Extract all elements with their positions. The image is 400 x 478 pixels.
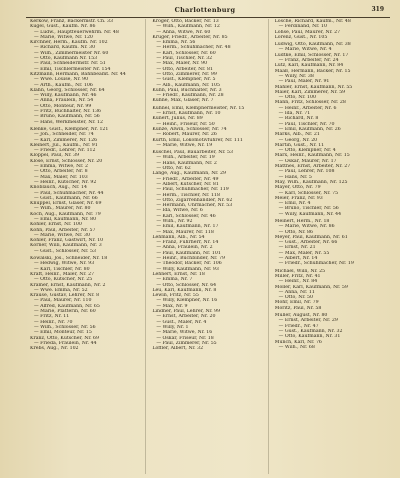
directory-entry: — Willy, Kaufmann, Nr. 93 [156,266,219,272]
directory-entry: Krämer, Ernst, Kaufmann, Nr. 2 [30,282,106,288]
directory-entry: Löffler, Albert, Nr. 32 [152,346,204,352]
directory-entry: — Ida, Witwe, Nr. 6 [156,208,203,214]
directory-entry: — Otto, Kutscher, Nr. 25 [34,277,93,283]
directory-entry: Kowalski, Jos., Schneider, Nr. 18 [30,256,108,262]
directory-entry: — Willy, Nr. 38 [278,73,314,79]
directory-entry: — Otto, Arbeiter, Nr. 8 [34,169,88,175]
directory-entry: — Otto, Klempner, Nr. 4 [278,148,336,154]
directory-entry: Klähn, Georg, Schlosser, Nr. 64 [30,87,105,93]
directory-entry: Lewin, Fritz, Nr. 55 [152,293,199,299]
directory-entry: Lösche, Richard, Kaufm., Nr. 48 [274,19,351,24]
directory-entry: — Theodor, Bäcker, Nr. 106 [156,261,222,267]
directory-entry: — Paul, Maler, Nr. 91 [278,79,330,85]
directory-entry: — Otto, Nr. 86 [278,229,314,235]
directory-entry: — Paul, Tischler, Nr. 70 [278,121,335,127]
directory-entry: Kurth, Emil, Lokomotivführer, Nr. 111 [152,137,243,143]
directory-entry: — Marie, Witwe, Nr. 19 [156,142,213,148]
directory-entry: Leu, Karl, Kaufmann, Nr. 8 [152,287,217,293]
page-number: 319 [371,6,384,13]
directory-entry: — Marie, Witwe, Nr. 86 [278,224,335,230]
directory-entry: Matthes, Ernst, Arbeiter, Nr. 27 [274,164,351,170]
directory-entry: Mann, Fritz, Schlosser, Nr. 28 [274,100,346,106]
directory-entry: Lorenz, Gust., Nr. 105 [274,34,328,40]
directory-entry: — Otto, Schlosser, Nr. 64 [156,282,217,288]
directory-entry: — Paul, Maurer, Nr. 110 [34,298,92,304]
directory-entry: — Richard, Kaufm. Nr. 30 [34,45,96,51]
directory-entry: — Ida, Nr. 71 [278,111,311,117]
directory-entry: — Marie, Witwe, Nr. 30 [34,232,90,238]
directory-entry: — Wilh., Kaufmann, Nr. 12 [156,24,220,30]
directory-entry: Klenke, Gust., Klempner, Nr. 121 [30,126,109,132]
directory-entry: — Max, Maurer, Nr. 118 [156,229,214,235]
directory-entry: — Wilh., Arbeiter, Nr. 19 [156,155,215,161]
directory-entry: — Wilh., Zimmermeister Nr. 60 [34,50,109,56]
directory-entry: Lehmann, Alb., Nr. 54 [152,234,205,240]
directory-entry: — Heinr., Arbeiter, Nr. 6 [278,105,337,111]
directory-entry: — Karl, Schlosser, Nr. 60 [156,50,216,56]
directory-entry: Kraft, Heinr., Maler, Nr. 27 [30,271,95,277]
directory-entry: Miller, Fritz, Nr. 41 [274,273,321,279]
directory-entry: — Paul, Kaufmann, Nr. 101 [156,250,221,256]
directory-entry: Köhler, Franz, Gastwirt, Nr. 10 [30,238,104,244]
directory-entry: — Arth., Kaufm., Nr. 106 [34,82,93,88]
directory-entry: — Ernst, Arbeiter, Nr. 29 [278,318,338,324]
directory-entry: — Hedwig, Witwe, Nr. 93 [34,261,95,267]
directory-entry: Kunze, Alwin, Schlosser, Nr. 74 [152,126,227,132]
directory-entry: — Herm., Schuhmacher, Nr. 48 [156,45,231,51]
directory-entry: — Max, Maler, Nr. 90 [156,61,208,67]
directory-entry: — Ernst, Nr. 21 [278,245,316,251]
directory-entry: — Emma, Nr. 7 [156,277,193,283]
directory-entry: — Oskar, Maurer, Nr. 17 [278,158,337,164]
directory-entry: — Heinr., Buchbinder, Nr. 79 [156,256,225,262]
directory-entry: Kranz, Otto, Kutscher, Nr. 69 [30,335,100,341]
directory-entry: — Franz, Fuhrherr, Nr. 14 [156,240,219,246]
directory-entry: — Herm., Tischler, Nr. 118 [156,192,220,198]
directory-entry: Münch, Karl, Nr. 76 [274,339,322,345]
directory-entry: Kühne, Max, Glaser, Nr. 7 [152,98,214,104]
directory-entry: Mayer, Otto, Nr. 79 [274,185,321,191]
directory-entry: — Friedr., Schuhmacher, Nr. 19 [278,261,354,267]
directory-entry: — Robert, Maurer, Nr. 26 [156,132,217,138]
column-2 [152,19,268,474]
directory-entry: — Emil, Nr. 4 [278,201,311,207]
directory-entry: — Fritz, Buchhalter, Nr. 136 [34,109,102,115]
directory-entry: Lange, Aug., Kaufmann, Nr. 29 [152,171,226,177]
directory-entry: Kugel, Gust., Kaufm. Nr. 86 [30,24,96,30]
directory-entry: Mohr, Emil, Nr. 79 [274,300,319,306]
page-title: Charlottenburg [174,6,236,14]
directory-entry: Müller, August, Nr. 80 [274,313,328,319]
directory-entry: — Ernst, Arbeiter, Nr. 20 [156,314,216,320]
directory-entry: — Paul, Zimmerer, Nr. 55 [156,340,217,346]
directory-entry: Köhler, Ernst, Nr. 100 [30,222,82,228]
directory-entry: — Gust., Maler, Nr. 4 [156,319,207,325]
directory-entry: — Willy, Klempner, Nr. 16 [156,298,218,304]
directory-entry: Lehnert, Ernst, Nr. 18 [152,271,205,277]
directory-entry: — Gust., Kaufmann, Nr. 32 [278,328,343,334]
directory-entry: — Heinr., Kutscher, Nr. 92 [34,179,97,185]
directory-entry: — Karl, Tischler, Nr. 80 [34,266,90,272]
directory-entry: Mahler, Ernst, Kaufmann, Nr. 55 [274,84,353,90]
directory-entry: — Alfred, Kaufmann, Nr. 65 [34,303,100,309]
directory-entry: Köhn, Paul, Arbeiter, Nr. 57 [30,227,96,233]
column-1 [30,19,146,474]
directory-entry: — Oskar, Friseur, Nr. 18 [156,335,214,341]
directory-entry: Körner, Willi, Kaufmann, Nr. 3 [30,243,102,249]
directory-entry: — Willy, Nr. 1 [156,324,189,330]
directory-entry: — Heinr., Nr. 70 [34,319,73,325]
directory-entry: — Karl, Zimmerer, Nr. 126 [34,137,98,143]
directory-entry: — Ernst, Kaufmann, Nr. 10 [156,111,221,117]
directory-entry: — Emil, Tischlermeister Nr. 154 [34,66,111,72]
directory-entry: — Alb., Kaufmann, Nr. 105 [156,82,220,88]
directory-entry: — Willy, Kaufmann, Nr. 46 [34,93,97,99]
directory-entry: Marx, Heinr., Kaufmann, Nr. 15 [274,153,350,159]
directory-entry: — Emma, Witwe, Nr. 2 [34,164,88,170]
directory-entry: Kuschel, Paul, Bauarbeiter, Nr. 53 [152,150,233,156]
directory-entry: Meyer, Paul, Kaufmann, Nr. 61 [274,234,348,240]
directory-entry: Meier, Franz, Nr. 93 [274,195,323,201]
directory-entry: Kröger, Otto, Bäcker, Nr. 13 [152,19,219,24]
directory-entry: Klöppel, Paul, Nr. 39 [30,153,80,159]
directory-entry: — Wilh., Nr. 68 [278,344,315,350]
directory-entry: — Emil, Kaufmann, Nr. 26 [278,126,341,132]
directory-entry: — Richard, Nr. 8 [278,116,319,122]
directory-entry: — Marie, Plätterin, Nr. 60 [34,309,96,315]
directory-entry: — Ferdinand, Nr. 10 [278,24,327,30]
directory-entry: — Paul, Lehrer, Nr. 108 [278,169,335,175]
directory-entry: Kuhn, Paul, Buchhalter, Nr. 3 [152,87,222,93]
directory-entry: — Franz, Arbeiter, Nr. 24 [278,58,339,64]
directory-entry: — Friedr., Lehrer, Nr. 112 [34,148,96,154]
directory-entry: — Wilh., Nr. 92 [156,218,193,224]
directory-entry: — Otto, Kaufmann Nr. 153 [34,56,98,62]
directory-entry: — Friedr., Arbeiter, Nr. 49 [156,176,219,182]
directory-entry: Lüdtke, Emil, Schlosser, Nr. 17 [274,52,349,58]
directory-columns [30,19,390,474]
directory-entry: — Wilh., Schlosser, Nr. 56 [34,324,96,330]
directory-entry: Krüger, Friedr., Arbeiter, Nr. 85 [152,34,228,40]
directory-entry: — Paul, Schneidermstr. Nr. 51 [34,61,106,67]
directory-entry: — Fritz, Nr. 11 [34,314,70,320]
directory-entry: Knüppel, Ernst, Glaser, Nr. 69 [30,201,102,207]
directory-entry: Kerkow, Franz, Bäckermstr. Ch. 33 [30,19,113,24]
directory-entry: — Hans, Werkmeister, Nr. 12 [34,119,104,125]
directory-entry: Knoblauch, Aug., Nr. 14 [30,185,87,191]
directory-entry: — Friedr., Nr. 47 [278,323,319,329]
directory-entry: — Albert, Nr. 14 [278,256,318,262]
directory-entry: — Anna, Fräulein, Nr. 54 [34,98,94,104]
directory-entry: — Otto, Arbeiter, Nr. 81 [156,66,213,72]
directory-entry: — Emil, Kaufmann, Nr. 17 [156,224,219,230]
directory-entry: — Otto, Nr. 62 [156,166,191,172]
directory-entry: Lohse, Paul, Maurer, Nr. 27 [274,29,341,35]
directory-entry: — Paul, Schuhmacher, Nr. 44 [34,190,104,196]
directory-entry: Kirchner, Herm., Kaufm. Nr. 102 [30,40,108,46]
directory-entry: — Karl, Schlosser, Nr. 75 [278,190,339,196]
directory-entry: Lutz, Karl, Kaufmann, Nr. 84 [274,63,344,69]
directory-entry: — Hans, Kaufmann, Nr. 2 [156,160,217,166]
directory-entry: Moritz, Paul, Nr. 58 [274,305,322,311]
directory-entry: — Marie, Witwe, Nr. 120 [34,34,93,40]
directory-entry: — Anna, Fräulein, Nr. 2 [156,245,213,251]
directory-entry: — Wwe. Emma, Nr. 52 [34,287,88,293]
directory-entry: — Karl, Schlosser, Nr. 46 [156,213,216,219]
directory-entry: — Emil, Kaufmann, Nr. 80 [34,216,97,222]
directory-entry: — Otto, Kaufmann, Nr. 31 [278,334,341,340]
directory-entry: — Friedr., Kaufmann, Nr. 28 [156,93,224,99]
directory-entry: Koch, Aug., Kaufmann, Nr. 79 [30,211,101,217]
directory-entry: Maier, Karl, Zimmerer, Nr. 59 [274,89,346,95]
directory-entry: — Otto, Monteur, Nr. 99 [34,103,92,109]
directory-entry: — Hermann, Uhrmacher, Nr. 53 [156,203,233,209]
directory-entry: Klose, Ernst, Schlosser, Nr. 20 [30,158,103,164]
directory-entry: — Bruno, Kaufmann, Nr. 56 [34,114,100,120]
directory-entry: — Anna, Witwe, Nr. 60 [156,29,211,35]
column-3 [275,19,390,474]
directory-entry: Martin, Gust., Nr. 11 [274,142,325,148]
directory-entry: Lindner, Paul, Lehrer, Nr. 99 [152,309,221,315]
directory-entry: Maaß, Hermann, Bäcker, Nr. 15 [274,68,351,74]
directory-entry: — Emma, Nr. 56 [156,40,196,46]
directory-entry: — Joh., Schneider, Nr. 74 [34,132,94,138]
header-rule [26,17,390,18]
directory-entry: Krebs, Aug., Nr. 102 [30,346,79,352]
directory-entry: — Bruno, Tischler, Nr. 56 [278,206,339,212]
directory-entry: — Gust., Klempner, Nr. 5 [156,77,216,83]
directory-entry: — Otto, Zimmerer, Nr. 99 [156,71,217,77]
directory-entry: — Frieda, Fräulein, Nr. 44 [34,340,97,346]
directory-entry: Krause, Gustav, Lehrer, Nr. 8 [30,293,100,299]
page-header [20,4,390,16]
directory-entry: — Anna, Nr. 11 [278,289,315,295]
directory-entry: — Marie, Witwe, Nr. 16 [156,330,213,336]
directory-entry: — Marie, Witwe, Nr. 4 [278,47,332,53]
directory-entry: Ludwig, Otto, Kaufmann, Nr. 38 [274,42,351,48]
directory-entry: — Max, Maler, Nr. 55 [278,250,330,256]
directory-entry: — Max, Maler, Nr. 103 [34,174,88,180]
directory-entry: Kleinert, Jul., Kaufm., Nr. 91 [30,142,98,148]
directory-entry: Kühnel, Emil, Klempnermeister, Nr. 15 [152,105,245,111]
directory-entry: — Gust., Kaufmann, Nr. 66 [34,195,98,201]
directory-entry: — Heinr., Friseur, Nr. 50 [156,121,215,127]
directory-entry: — Paul, Tischler, Nr. 32 [156,56,213,62]
directory-entry: — Ludw., Hauptfeuerwehrm. Nr. 48 [34,29,119,35]
directory-entry: — Otto, Zigarrenhändler, Nr. 62 [156,197,233,203]
directory-entry: — Albert, Kutscher, Nr. 81 [156,181,219,187]
directory-entry: Marks, Alb., Nr. 21 [274,132,320,138]
directory-entry: — Hans, Nr. 5 [278,174,312,180]
directory-entry: Michael, Willi, Nr. 25 [274,268,326,274]
directory-entry: — Georg, Nr. 20 [278,137,318,143]
directory-entry: — Otto, Nr. 50 [278,295,314,301]
directory-entry: — Emil, Monteur, Nr. 15 [34,330,92,336]
directory-entry: — Max, Nr. 9 [156,303,188,309]
directory-entry: — Willy, Kaufmann, Nr. 44 [278,211,342,217]
directory-entry: Kitzmann, Hermann, Bahnbeamt. Nr. 44 [30,71,126,77]
directory-entry: — Heinr., Nr. 84 [278,279,318,285]
directory-entry: Meinert, Herm., Nr. 18 [274,218,330,224]
directory-entry: — Wilh., Maurer, Nr. 80 [34,206,91,212]
directory-entry: — Gust., Arbeiter, Nr. 66 [278,240,338,246]
directory-entry: — Wwe. Louise, Nr. 90 [34,77,89,83]
directory-entry: — Gust., Schlosser, Nr. 53 [34,248,96,254]
directory-entry: May, Wilh., Kaufmann, Nr. 125 [274,179,348,185]
directory-entry: — Otto, Nr. 100 [278,95,317,101]
directory-entry: Kunert, Julius, Nr. 89 [152,116,203,122]
directory-entry: Möller, Karl, Kaufmann, Nr. 59 [274,284,348,290]
directory-entry: — Paul, Schuhmacher, Nr. 119 [156,187,229,193]
